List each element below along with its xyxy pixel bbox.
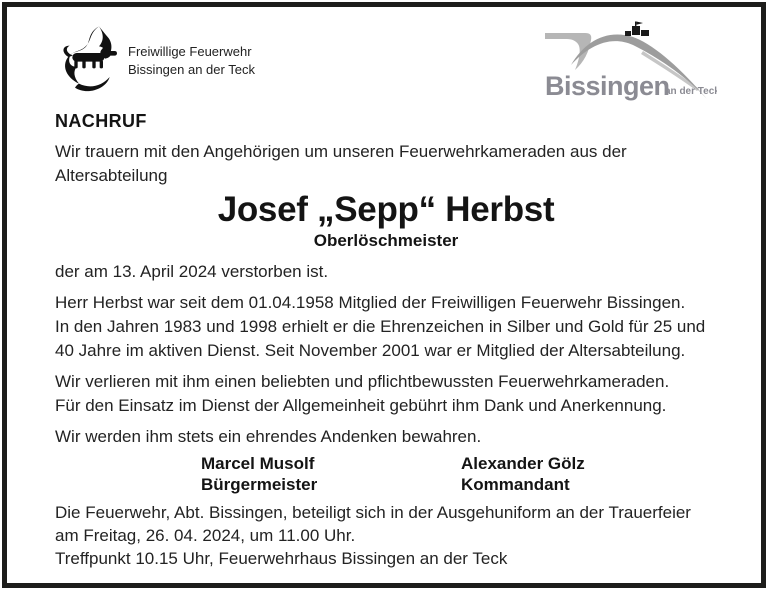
fire-department-name: Freiwillige Feuerwehr [128,44,252,59]
intro-paragraph [55,140,717,188]
obituary-content [7,7,761,570]
death-note: der am 13. April 2024 verstorben ist. [55,262,329,281]
membership-paragraph [55,291,717,363]
deceased-name: Josef „Sepp“ Herbst [217,190,555,229]
black-frame-border [2,2,766,588]
intro-line-1: Wir trauern mit den Angehörigen um unseren Feuerwehrkameraden aus der [55,142,627,161]
funeral-line-1: Die Feuerwehr, Abt. Bissingen, beteiligt sich in der Ausgehuniform an der Trauerfeier [55,503,691,522]
fire-department-location: Bissingen an der Teck [128,62,255,77]
teck-castle-icon [625,22,649,37]
fire-department-flame-lion-icon [55,25,119,93]
fire-department-block [55,25,255,93]
municipality-name: Bissingen [545,71,670,101]
page-title: NACHRUF [55,111,147,131]
signatory-mayor-name: Marcel Musolf [201,454,315,473]
municipality-suffix: an der Teck [665,86,717,97]
signatory-mayor [201,453,461,495]
funeral-line-2: am Freitag, 26. 04. 2024, um 11.00 Uhr. [55,526,356,545]
tribute-line-1: Wir verlieren mit ihm einen beliebten und pflichtbewussten Feuerwehrkameraden. [55,372,670,391]
signature-block [55,453,717,495]
tribute-paragraph [55,370,717,418]
funeral-line-3: Treffpunkt 10.15 Uhr, Feuerwehrhaus Bissingen an der Teck [55,549,508,568]
remembrance-line: Wir werden ihm stets ein ehrendes Andenken bewahren. [55,427,482,446]
signatory-commander [461,453,585,495]
funeral-info [55,501,717,570]
signatory-commander-name: Alexander Gölz [461,454,585,473]
signatory-mayor-role: Bürgermeister [201,475,318,494]
header [55,25,717,105]
signatory-commander-role: Kommandant [461,475,570,494]
membership-line-3: 40 Jahre im aktiven Dienst. Seit November 2001 war er Mitglied der Altersabteilung. [55,341,686,360]
fire-department-label [128,43,255,79]
intro-line-2: Altersabteilung [55,166,168,185]
tribute-line-2: Für den Einsatz im Dienst der Allgemeinheit gebührt ihm Dank und Anerkennung. [55,396,667,415]
membership-line-1: Herr Herbst war seit dem 01.04.1958 Mitglied der Freiwilligen Feuerwehr Bissingen. [55,293,686,312]
membership-line-2: In den Jahren 1983 und 1998 erhielt er die Ehrenzeichen in Silber und Gold für 25 und [55,317,706,336]
deceased-rank: Oberlöschmeister [313,231,459,250]
municipality-logo [545,21,717,110]
